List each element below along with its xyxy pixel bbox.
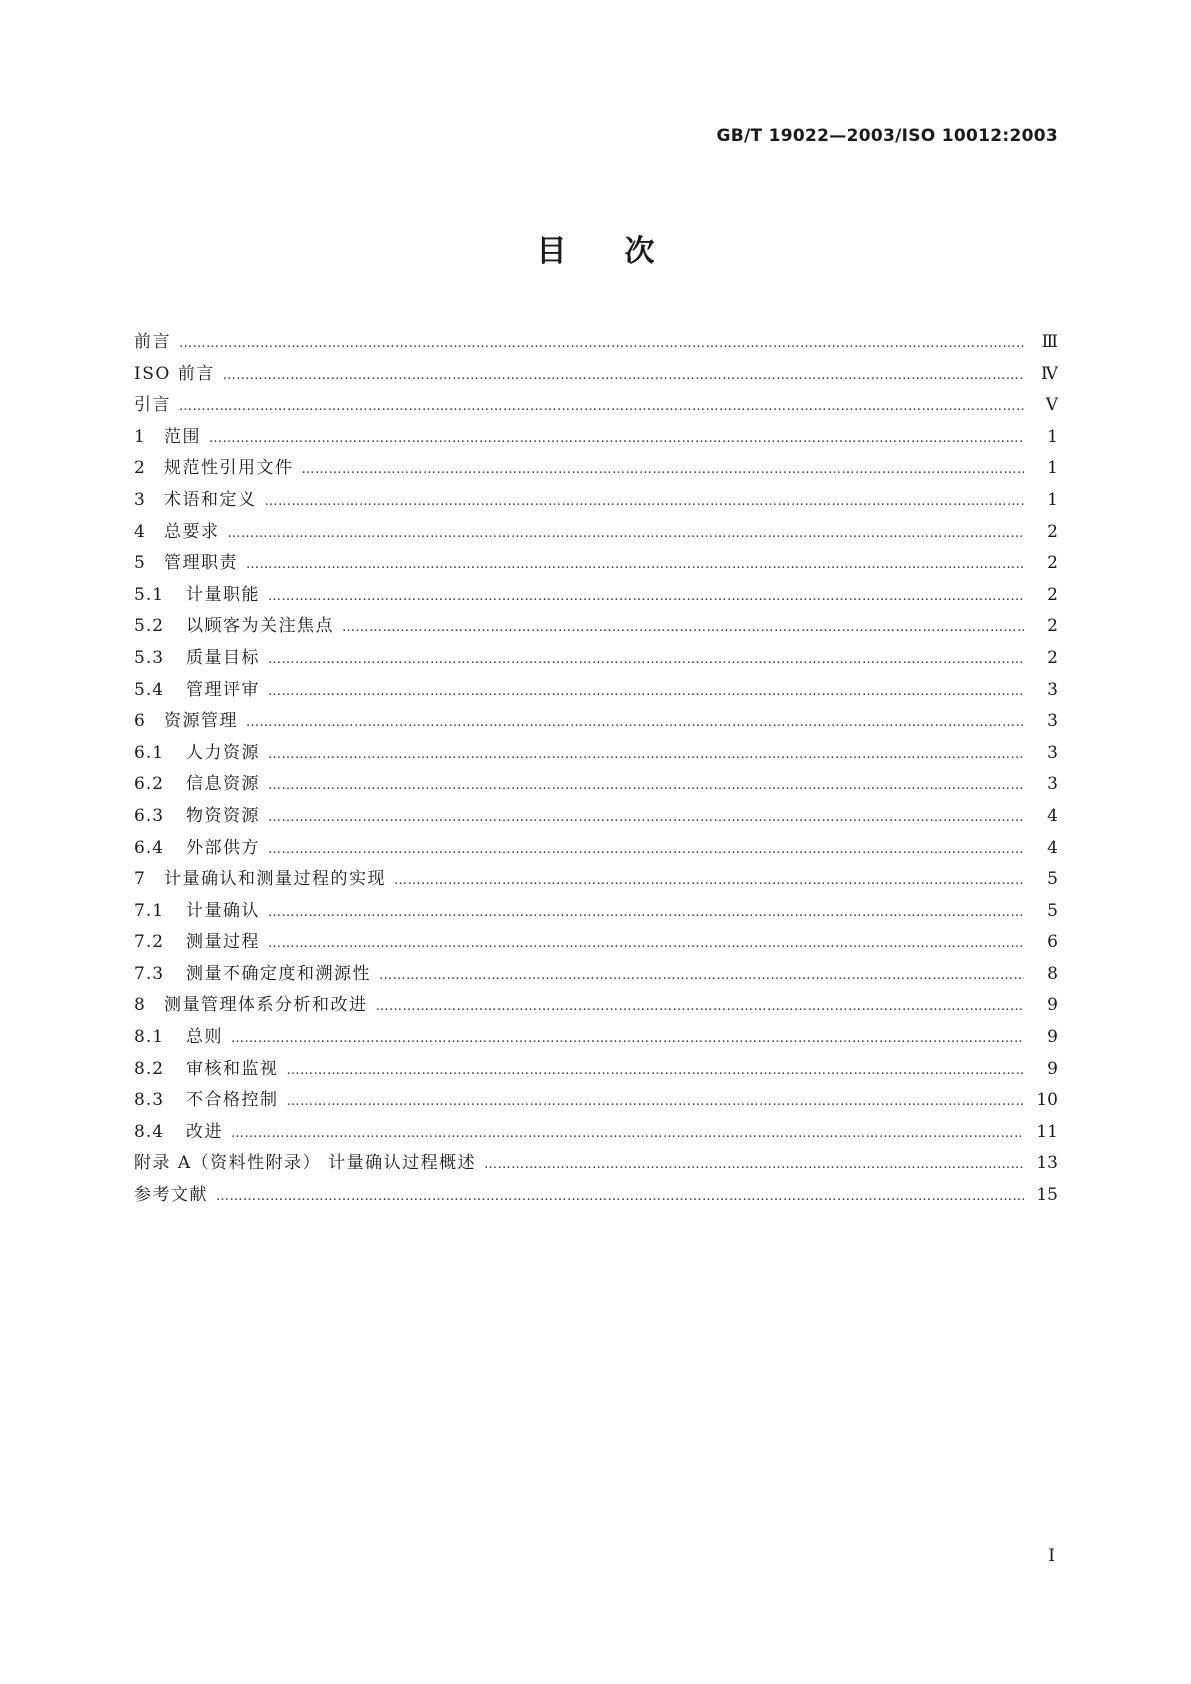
- toc-entry-label: [134, 517, 228, 549]
- toc-entry[interactable]: [134, 927, 1058, 959]
- toc-entry-number: 1: [134, 426, 146, 447]
- toc-entry-label: [134, 738, 268, 770]
- toc-entry-number: 6.4: [134, 837, 165, 858]
- toc-entry-page: 8: [1047, 963, 1058, 984]
- toc-entry-number: 5.1: [134, 584, 165, 605]
- toc-entry-number: 6: [134, 711, 146, 732]
- toc-dot-leader: [268, 834, 1024, 866]
- toc-entry-title: 资源管理: [164, 711, 238, 732]
- toc-entry-number: 8.1: [134, 1027, 165, 1048]
- toc-entry-page: 3: [1047, 742, 1058, 763]
- toc-dot-leader: [394, 865, 1024, 897]
- toc-entry[interactable]: [134, 1148, 1058, 1180]
- toc-entry[interactable]: [134, 548, 1058, 580]
- toc-entry-page: 2: [1047, 616, 1058, 637]
- toc-entry-title: 规范性引用文件: [164, 458, 294, 479]
- toc-entry-label: [134, 959, 379, 991]
- toc-entry-title: 附录 A（资料性附录） 计量确认过程概述: [134, 1153, 477, 1174]
- toc-entry[interactable]: [134, 485, 1058, 517]
- toc-entry-title: 外部供方: [186, 837, 260, 858]
- toc-entry-page: Ⅲ: [1041, 332, 1058, 352]
- toc-entry[interactable]: [134, 1085, 1058, 1117]
- toc-entry-title: 人力资源: [186, 742, 260, 763]
- toc-dot-leader: [246, 549, 1024, 581]
- toc-entry-page: 9: [1047, 995, 1058, 1016]
- toc-entry-number: 5.2: [134, 616, 165, 637]
- toc-entry-page: 9: [1047, 1027, 1058, 1048]
- toc-entry[interactable]: [134, 453, 1058, 485]
- toc-entry-page: 4: [1047, 837, 1058, 858]
- toc-entry-title: 总要求: [164, 521, 220, 542]
- toc-dot-leader: [209, 423, 1024, 455]
- toc-entry-page: 2: [1047, 521, 1058, 542]
- toc-dot-leader: [246, 707, 1024, 739]
- toc-entry-page: 3: [1047, 711, 1058, 732]
- toc-entry-title: 测量不确定度和溯源性: [186, 963, 371, 984]
- toc-entry-label: [134, 390, 179, 422]
- toc-entry-page: 13: [1036, 1153, 1058, 1174]
- toc-entry-title: 测量过程: [186, 932, 260, 953]
- toc-entry-number: 6.1: [134, 742, 165, 763]
- toc-entry-title: 引言: [134, 395, 171, 416]
- toc-entry-number: 8: [134, 995, 146, 1016]
- toc-entry-label: [134, 1180, 216, 1212]
- toc-entry-label: [134, 990, 376, 1022]
- toc-entry-label: [134, 1117, 231, 1149]
- toc-dot-leader: [268, 644, 1024, 676]
- toc-entry[interactable]: [134, 990, 1058, 1022]
- toc-entry-page: 1: [1047, 426, 1058, 447]
- toc-dot-leader: [379, 960, 1024, 992]
- toc-entry[interactable]: [134, 1117, 1058, 1149]
- toc-entry-title: 管理评审: [186, 679, 260, 700]
- toc-entry-number: 6.2: [134, 774, 165, 795]
- toc-dot-leader: [268, 928, 1024, 960]
- toc-entry-label: [134, 1148, 484, 1180]
- toc-entry[interactable]: [134, 833, 1058, 865]
- toc-entry[interactable]: [134, 611, 1058, 643]
- toc-dot-leader: [231, 1023, 1024, 1055]
- toc-entry-number: 4: [134, 521, 146, 542]
- toc-entry-page: Ⅴ: [1045, 395, 1058, 416]
- toc-entry-label: [134, 422, 209, 454]
- toc-entry-title: 改进: [186, 1121, 223, 1142]
- toc-entry[interactable]: [134, 643, 1058, 675]
- toc-entry-label: [134, 359, 223, 391]
- toc-entry-page: 2: [1047, 584, 1058, 605]
- toc-entry-title: 物资资源: [186, 805, 260, 826]
- toc-entry-page: 3: [1047, 774, 1058, 795]
- toc-dot-leader: [376, 991, 1025, 1023]
- toc-entry-title: 测量管理体系分析和改进: [164, 995, 368, 1016]
- toc-entry-page: Ⅳ: [1041, 363, 1058, 384]
- toc-entry-label: [134, 864, 394, 896]
- toc-entry-title: 范围: [164, 426, 201, 447]
- toc-entry-title: 参考文献: [134, 1185, 208, 1206]
- toc-entry-number: 3: [134, 489, 146, 510]
- toc-dot-leader: [216, 1181, 1024, 1213]
- toc-entry-number: 2: [134, 458, 146, 479]
- toc-entry-label: [134, 896, 268, 928]
- toc-dot-leader: [179, 328, 1024, 360]
- toc-entry-title: 术语和定义: [164, 489, 257, 510]
- toc-entry[interactable]: [134, 738, 1058, 770]
- toc-entry-page: 1: [1047, 458, 1058, 479]
- toc-dot-leader: [265, 486, 1025, 518]
- toc-entry-title: 计量确认和测量过程的实现: [164, 869, 386, 890]
- toc-entry-label: [134, 801, 268, 833]
- toc-entry[interactable]: [134, 327, 1058, 359]
- toc-entry-title: 不合格控制: [186, 1090, 279, 1111]
- toc-entry-page: 15: [1036, 1185, 1058, 1206]
- toc-entry[interactable]: [134, 801, 1058, 833]
- table-of-contents: [134, 327, 1058, 1212]
- toc-entry-label: [134, 548, 246, 580]
- toc-dot-leader: [228, 518, 1025, 550]
- toc-entry-number: 5: [134, 553, 146, 574]
- toc-entry-number: 7: [134, 869, 146, 890]
- toc-entry[interactable]: [134, 896, 1058, 928]
- toc-entry-page: 3: [1047, 679, 1058, 700]
- toc-entry[interactable]: [134, 959, 1058, 991]
- toc-dot-leader: [287, 1086, 1025, 1118]
- toc-entry-label: [134, 1085, 287, 1117]
- toc-entry-title: 以顾客为关注焦点: [186, 616, 334, 637]
- toc-entry-label: [134, 706, 246, 738]
- toc-entry-title: 计量职能: [186, 584, 260, 605]
- toc-entry-page: 5: [1047, 869, 1058, 890]
- toc-entry-number: 7.3: [134, 963, 165, 984]
- toc-entry-page: 6: [1047, 932, 1058, 953]
- standard-code: GB/T 19022—2003/ISO 10012:2003: [716, 126, 1058, 146]
- toc-entry-number: 8.4: [134, 1121, 165, 1142]
- toc-entry-title: 总则: [186, 1027, 223, 1048]
- toc-entry[interactable]: [134, 422, 1058, 454]
- toc-entry[interactable]: [134, 1022, 1058, 1054]
- toc-entry-label: [134, 833, 268, 865]
- toc-entry-label: [134, 327, 179, 359]
- toc-entry-label: [134, 453, 302, 485]
- toc-dot-leader: [268, 770, 1024, 802]
- toc-entry[interactable]: [134, 706, 1058, 738]
- toc-dot-leader: [268, 581, 1024, 613]
- toc-entry[interactable]: [134, 359, 1058, 391]
- toc-entry-label: [134, 580, 268, 612]
- toc-entry-page: 2: [1047, 647, 1058, 668]
- toc-entry-page: 9: [1047, 1058, 1058, 1079]
- toc-entry-page: 10: [1036, 1090, 1058, 1111]
- toc-entry-title: 管理职责: [164, 553, 238, 574]
- toc-entry-number: 7.2: [134, 932, 165, 953]
- toc-entry-title: 计量确认: [186, 900, 260, 921]
- toc-entry-label: [134, 1022, 231, 1054]
- toc-entry[interactable]: [134, 580, 1058, 612]
- toc-dot-leader: [484, 1149, 1024, 1181]
- toc-entry[interactable]: [134, 864, 1058, 896]
- toc-entry-label: [134, 1054, 287, 1086]
- toc-entry-page: 5: [1047, 900, 1058, 921]
- toc-entry[interactable]: [134, 675, 1058, 707]
- toc-entry-label: [134, 927, 268, 959]
- toc-dot-leader: [268, 739, 1024, 771]
- toc-entry-number: 7.1: [134, 900, 165, 921]
- toc-entry-label: [134, 769, 268, 801]
- toc-dot-leader: [302, 454, 1025, 486]
- toc-entry-page: 4: [1047, 805, 1058, 826]
- toc-dot-leader: [231, 1118, 1024, 1150]
- toc-dot-leader: [223, 360, 1024, 392]
- toc-entry-label: [134, 611, 342, 643]
- page-title: 目次: [536, 234, 713, 269]
- toc-entry[interactable]: [134, 769, 1058, 801]
- toc-dot-leader: [268, 897, 1024, 929]
- toc-entry-label: [134, 675, 268, 707]
- toc-entry[interactable]: [134, 390, 1058, 422]
- toc-entry-number: 5.3: [134, 647, 165, 668]
- toc-entry-page: 2: [1047, 553, 1058, 574]
- toc-dot-leader: [342, 612, 1024, 644]
- toc-entry-title: 审核和监视: [186, 1058, 279, 1079]
- toc-dot-leader: [268, 802, 1024, 834]
- toc-entry-title: 前言: [134, 332, 171, 352]
- toc-entry-number: 5.4: [134, 679, 165, 700]
- toc-entry[interactable]: [134, 1054, 1058, 1086]
- toc-entry-number: 8.2: [134, 1058, 165, 1079]
- toc-entry-page: 1: [1047, 489, 1058, 510]
- toc-dot-leader: [179, 391, 1024, 423]
- toc-entry[interactable]: [134, 1180, 1058, 1212]
- toc-entry-title: 信息资源: [186, 774, 260, 795]
- toc-entry-page: 11: [1036, 1121, 1058, 1142]
- toc-entry-title: ISO 前言: [134, 363, 215, 384]
- toc-entry-label: [134, 485, 265, 517]
- toc-entry-number: 8.3: [134, 1090, 165, 1111]
- toc-entry-label: [134, 643, 268, 675]
- toc-dot-leader: [287, 1055, 1025, 1087]
- toc-entry-title: 质量目标: [186, 647, 260, 668]
- toc-entry[interactable]: [134, 517, 1058, 549]
- toc-entry-number: 6.3: [134, 805, 165, 826]
- page-number: Ⅰ: [1048, 1546, 1055, 1566]
- toc-dot-leader: [268, 676, 1024, 708]
